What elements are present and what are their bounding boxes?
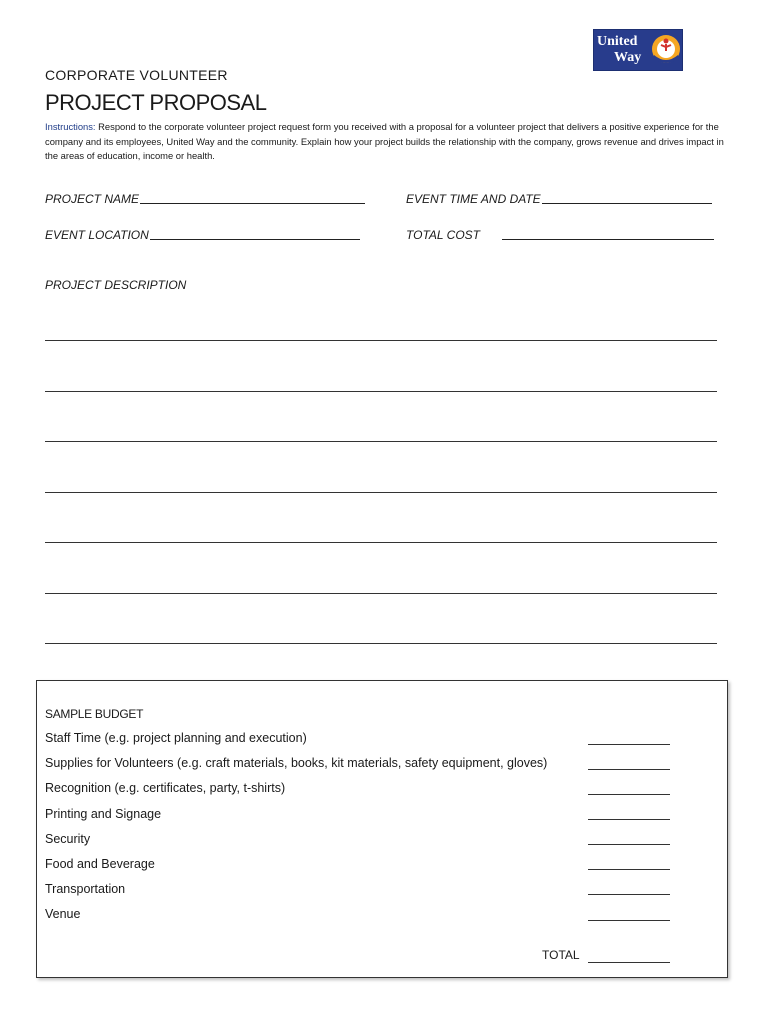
logo-word-united: United	[597, 34, 638, 49]
total-cost-field[interactable]	[406, 228, 714, 242]
budget-total-line[interactable]	[588, 962, 670, 963]
instructions-label: Instructions:	[45, 121, 96, 132]
budget-title: SAMPLE BUDGET	[45, 707, 144, 721]
budget-item: Staff Time (e.g. project planning and execution)	[45, 731, 307, 745]
instructions	[45, 120, 725, 164]
budget-amount-line[interactable]	[588, 769, 670, 770]
helping-hand-icon	[650, 33, 682, 69]
budget-amount-line[interactable]	[588, 819, 670, 820]
description-line[interactable]	[45, 340, 717, 341]
description-line[interactable]	[45, 391, 717, 392]
event-time-date-line[interactable]	[542, 202, 712, 204]
project-name-field[interactable]	[45, 192, 365, 206]
event-time-date-label: EVENT TIME AND DATE	[406, 192, 541, 206]
budget-amount-line[interactable]	[588, 844, 670, 845]
budget-item: Venue	[45, 907, 81, 921]
instructions-text: Respond to the corporate volunteer project request form you received with a proposal for a volunteer project that delivers a positive experience for the company and its employees, United Way and the community. Explain how your project builds the relationship with the company, grows revenue and drives impact in the areas of education, income or health.	[45, 121, 724, 161]
budget-item: Security	[45, 832, 91, 846]
total-cost-line[interactable]	[502, 238, 714, 240]
budget-amount-line[interactable]	[588, 869, 670, 870]
description-line[interactable]	[45, 542, 717, 543]
budget-amount-line[interactable]	[588, 744, 670, 745]
description-line[interactable]	[45, 643, 717, 644]
united-way-logo	[593, 29, 683, 71]
page-title: PROJECT PROPOSAL	[45, 90, 267, 115]
budget-item: Supplies for Volunteers (e.g. craft materials, books, kit materials, safety equipment, gloves)	[45, 756, 548, 770]
project-name-line[interactable]	[140, 202, 365, 204]
project-name-label: PROJECT NAME	[45, 192, 140, 206]
budget-amount-line[interactable]	[588, 794, 670, 795]
budget-item: Food and Beverage	[45, 857, 155, 871]
budget-amount-line[interactable]	[588, 920, 670, 921]
form-kicker: CORPORATE VOLUNTEER	[45, 67, 228, 83]
event-location-line[interactable]	[150, 238, 360, 240]
event-location-field[interactable]	[45, 228, 360, 242]
budget-item: Transportation	[45, 882, 126, 896]
event-time-date-field[interactable]	[406, 192, 712, 206]
description-line[interactable]	[45, 441, 717, 442]
budget-item: Recognition (e.g. certificates, party, t-shirts)	[45, 781, 286, 795]
description-line[interactable]	[45, 593, 717, 594]
sample-budget-box	[36, 680, 728, 978]
total-cost-label: TOTAL COST	[406, 228, 481, 242]
event-location-label: EVENT LOCATION	[45, 228, 149, 242]
project-description-label: PROJECT DESCRIPTION	[45, 278, 187, 292]
budget-total-label: TOTAL	[542, 948, 580, 962]
description-line[interactable]	[45, 492, 717, 493]
logo-word-way: Way	[614, 50, 642, 65]
budget-amount-line[interactable]	[588, 894, 670, 895]
budget-item: Printing and Signage	[45, 807, 162, 821]
